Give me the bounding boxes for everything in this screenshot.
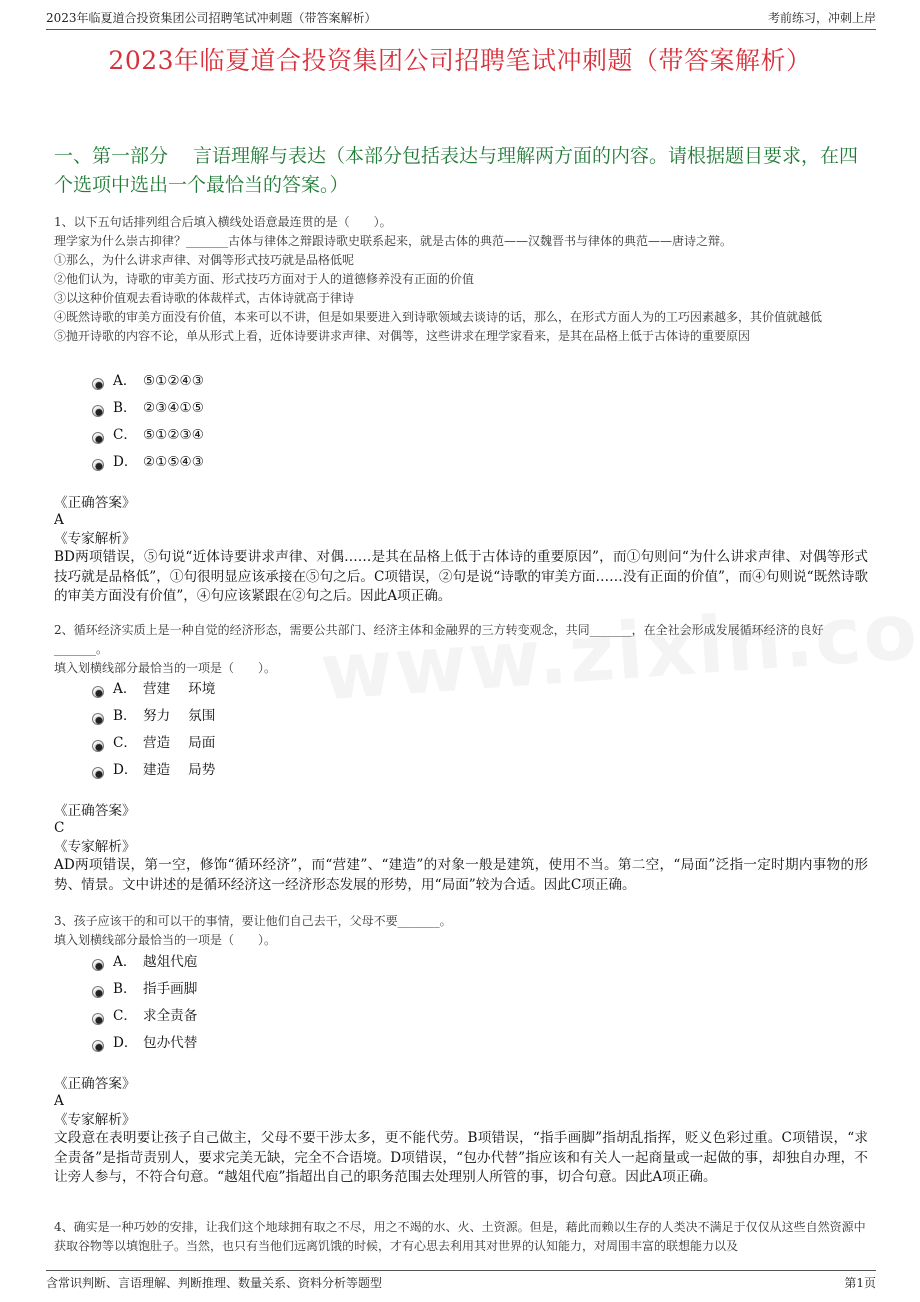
question-1-line: ③以这种价值观去看诗歌的体裁样式，古体诗就高于律诗 bbox=[54, 291, 355, 305]
question-3-line: 填入划横线部分最恰当的一项是（ ）。 bbox=[54, 933, 277, 947]
radio-button-icon[interactable] bbox=[92, 959, 104, 971]
question-3-stem bbox=[54, 912, 868, 950]
option-text: 指手画脚 bbox=[143, 981, 198, 997]
analysis-label: 《专家解析》 bbox=[54, 839, 136, 855]
page-number: 第1页 bbox=[844, 1276, 876, 1290]
document-title: 2023年临夏道合投资集团公司招聘笔试冲刺题（带答案解析） bbox=[108, 46, 812, 75]
radio-button-icon[interactable] bbox=[92, 986, 104, 998]
question-2-stem bbox=[54, 621, 868, 678]
question-1-options bbox=[92, 368, 204, 476]
question-4-stem bbox=[54, 1218, 868, 1256]
option-text: ⑤①②④③ bbox=[143, 373, 204, 389]
question-1-line: 1、以下五句话排列组合后填入横线处语意最连贯的是（ ）。 bbox=[54, 215, 392, 229]
answer-value: A bbox=[54, 512, 64, 528]
section-heading: 一、第一部分 言语理解与表达（本部分包括表达与理解两方面的内容。请根据题目要求，在四个选项中选出一个最恰当的答案。） bbox=[54, 145, 859, 196]
radio-button-icon[interactable] bbox=[92, 432, 104, 444]
answer-label: 《正确答案》 bbox=[54, 803, 136, 819]
page-footer bbox=[46, 1270, 876, 1292]
option-d[interactable] bbox=[92, 1030, 197, 1057]
analysis-text: 文段意在表明要让孩子自己做主，父母不要干涉太多，更不能代劳。B项错误，“指手画脚”指胡乱指挥，贬义色彩过重。C项错误，“求全责备”是指苛责别人，要求完美无缺，完全不合语境。D项错误，“包办代替”指应该和有关人一起商量或一起做的事，却独自办理，不让旁人参与，不符合句意。“越俎代庖”指超出自己的职务范围去处理别人所管的事，切合句意。因此A项正确。 bbox=[54, 1130, 868, 1185]
question-3-options bbox=[92, 949, 197, 1057]
option-a[interactable] bbox=[92, 368, 204, 395]
option-c[interactable] bbox=[92, 1003, 197, 1030]
option-b[interactable] bbox=[92, 703, 215, 730]
option-letter: C． bbox=[113, 735, 137, 751]
question-3-line: 3、孩子应该干的和可以干的事情，要让他们自己去干，父母不要_______。 bbox=[54, 914, 452, 928]
option-letter: C． bbox=[113, 1008, 137, 1024]
header-slogan: 考前练习，冲刺上岸 bbox=[767, 11, 876, 25]
radio-button-icon[interactable] bbox=[92, 686, 104, 698]
radio-button-icon[interactable] bbox=[92, 459, 104, 471]
option-letter: D． bbox=[113, 1035, 138, 1051]
question-1-answer-block bbox=[54, 495, 868, 607]
radio-button-icon[interactable] bbox=[92, 378, 104, 390]
question-1-line: ④既然诗歌的审美方面没有价值，本来可以不讲，但是如果要进入到诗歌领域去谈诗的话，那么，在形式方面人为的工巧因素越多，其价值就越低 bbox=[54, 310, 823, 324]
question-3-answer-block bbox=[54, 1076, 868, 1188]
question-4-line: 4、确实是一种巧妙的安排，让我们这个地球拥有取之不尽，用之不竭的水、火、土资源。但是，藉此而赖以生存的人类决不满足于仅仅从这些自然资源中获取谷物等以填饱肚子。当然，也只有当他们远离饥饿的时候，才有心思去利用其对世界的认知能力，对周围丰富的联想能力以及 bbox=[54, 1220, 866, 1253]
option-text: ②③④①⑤ bbox=[143, 400, 204, 416]
option-letter: D． bbox=[113, 454, 138, 470]
question-1-line: ②他们认为，诗歌的审美方面、形式技巧方面对于人的道德修养没有正面的价值 bbox=[54, 272, 475, 286]
option-d[interactable] bbox=[92, 757, 215, 784]
option-a[interactable] bbox=[92, 949, 197, 976]
question-2-options bbox=[92, 676, 215, 784]
option-letter: A． bbox=[113, 954, 137, 970]
option-b[interactable] bbox=[92, 976, 197, 1003]
option-letter: C． bbox=[113, 427, 137, 443]
radio-button-icon[interactable] bbox=[92, 713, 104, 725]
option-text: 努力 氛围 bbox=[143, 708, 216, 724]
option-letter: B． bbox=[113, 400, 137, 416]
option-letter: B． bbox=[113, 708, 137, 724]
option-text: ⑤①②③④ bbox=[143, 427, 204, 443]
option-letter: B． bbox=[113, 981, 137, 997]
option-c[interactable] bbox=[92, 730, 215, 757]
radio-button-icon[interactable] bbox=[92, 767, 104, 779]
option-text: 求全责备 bbox=[143, 1008, 198, 1024]
option-text: 营建 环境 bbox=[143, 681, 216, 697]
option-c[interactable] bbox=[92, 422, 204, 449]
option-a[interactable] bbox=[92, 676, 215, 703]
analysis-text: AD两项错误，第一空，修饰“循环经济”，而“营建”、“建造”的对象一般是建筑，使用不当。第二空，“局面”泛指一定时期内事物的形势、情景。文中讲述的是循环经济这一经济形态发展的形势，用“局面”较为合适。因此C项正确。 bbox=[54, 857, 868, 893]
question-1-stem bbox=[54, 213, 868, 346]
question-2-line: 填入划横线部分最恰当的一项是（ ）。 bbox=[54, 661, 277, 675]
radio-button-icon[interactable] bbox=[92, 1013, 104, 1025]
option-letter: D． bbox=[113, 762, 138, 778]
option-letter: A． bbox=[113, 373, 137, 389]
page-header bbox=[46, 8, 876, 30]
question-2-line: 2、循环经济实质上是一种自觉的经济形态，需要公共部门、经济主体和金融界的三方转变观念，共同_______，在全社会形成发展循环经济的良好_______。 bbox=[54, 623, 824, 656]
option-text: 营造 局面 bbox=[143, 735, 216, 751]
option-text: 越俎代庖 bbox=[143, 954, 198, 970]
question-1-line: ①那么，为什么讲求声律、对偶等形式技巧就是品格低呢 bbox=[54, 253, 355, 267]
radio-button-icon[interactable] bbox=[92, 740, 104, 752]
option-letter: A． bbox=[113, 681, 137, 697]
option-text: 包办代替 bbox=[143, 1035, 198, 1051]
option-text: 建造 局势 bbox=[143, 762, 216, 778]
answer-label: 《正确答案》 bbox=[54, 1076, 136, 1092]
analysis-label: 《专家解析》 bbox=[54, 1112, 136, 1128]
question-1-line: 理学家为什么崇古抑律？_______古体与律体之辩跟诗歌史联系起来，就是古体的典范——汉魏晋书与律体的典范——唐诗之辩。 bbox=[54, 234, 733, 248]
option-b[interactable] bbox=[92, 395, 204, 422]
question-1-line: ⑤抛开诗歌的内容不论，单从形式上看，近体诗要讲求声律、对偶等，这些讲求在理学家看来，是其在品格上低于古体诗的重要原因 bbox=[54, 329, 751, 343]
answer-value: A bbox=[54, 1093, 64, 1109]
answer-value: C bbox=[54, 820, 65, 836]
answer-label: 《正确答案》 bbox=[54, 495, 136, 511]
option-d[interactable] bbox=[92, 449, 204, 476]
header-doc-title: 2023年临夏道合投资集团公司招聘笔试冲刺题（带答案解析） bbox=[46, 11, 377, 25]
question-2-answer-block bbox=[54, 803, 868, 895]
radio-button-icon[interactable] bbox=[92, 405, 104, 417]
radio-button-icon[interactable] bbox=[92, 1040, 104, 1052]
analysis-text: BD两项错误，⑤句说“近体诗要讲求声律、对偶……是其在品格上低于古体诗的重要原因”，而①句则问“为什么讲求声律、对偶等形式技巧就是品格低”，①句很明显应该承接在⑤句之后。C项错误，②句是说“诗歌的审美方面……没有正面的价值”，而④句则说“既然诗歌的审美方面没有价值”，④句应该紧跟在②句之后。因此A项正确。 bbox=[54, 549, 868, 604]
option-text: ②①⑤④③ bbox=[143, 454, 204, 470]
analysis-label: 《专家解析》 bbox=[54, 531, 136, 547]
footer-description: 含常识判断、言语理解、判断推理、数量关系、资料分析等题型 bbox=[46, 1276, 383, 1290]
